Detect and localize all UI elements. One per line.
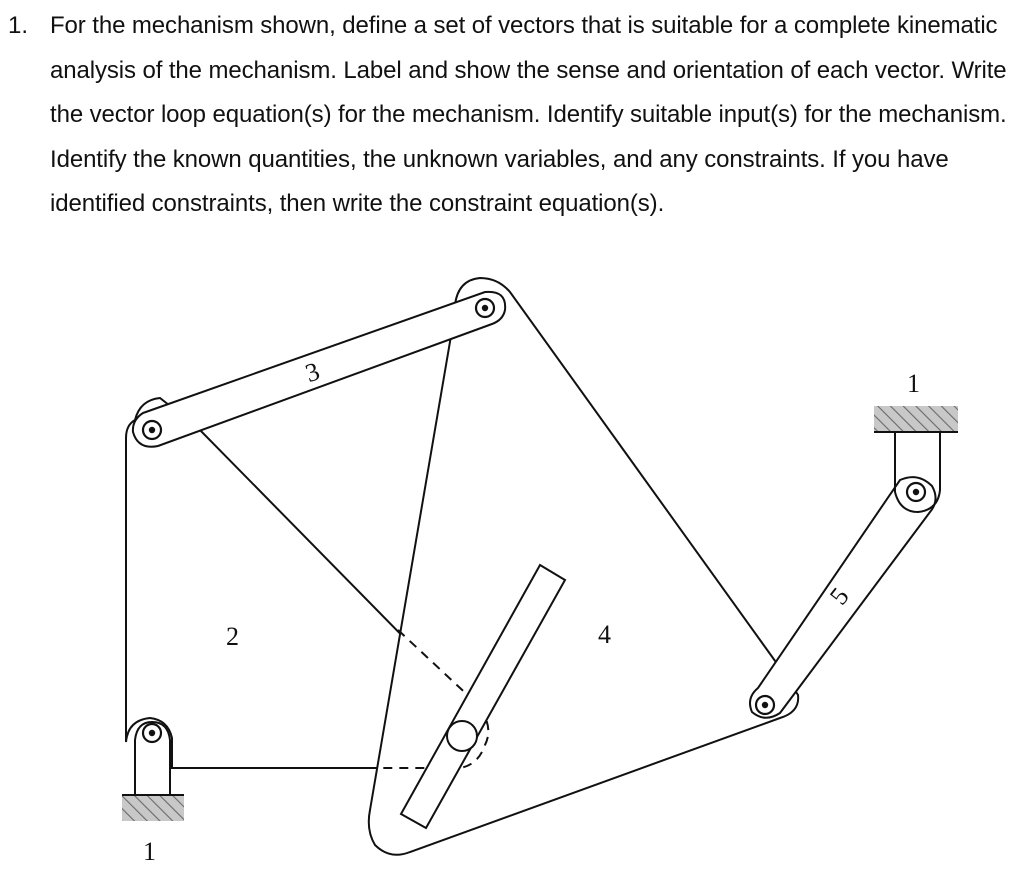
label-link-5: 5 — [823, 582, 855, 611]
ground-right-hatch — [874, 406, 958, 432]
label-link-2: 2 — [226, 622, 239, 651]
problem-number: 1. — [8, 12, 29, 39]
label-link-4: 4 — [598, 620, 611, 649]
label-link-3: 3 — [301, 356, 324, 389]
ground-left-hatch — [122, 795, 184, 821]
slider-pin — [447, 721, 477, 751]
label-ground-right: 1 — [907, 369, 920, 398]
label-ground-left: 1 — [143, 837, 156, 866]
problem-text: For the mechanism shown, define a set of vectors that is suitable for a complete kinematic analysis of the mechanism. Label and show the sense and orientation of each vector. Write the vector loop equation(s) for the mechanism. Identify suitable input(s) for the mechanism. Identify the known quantities, the unknown variables, and any constraints. If you have identified constraints, then write the constraint equation(s). — [50, 12, 1007, 218]
